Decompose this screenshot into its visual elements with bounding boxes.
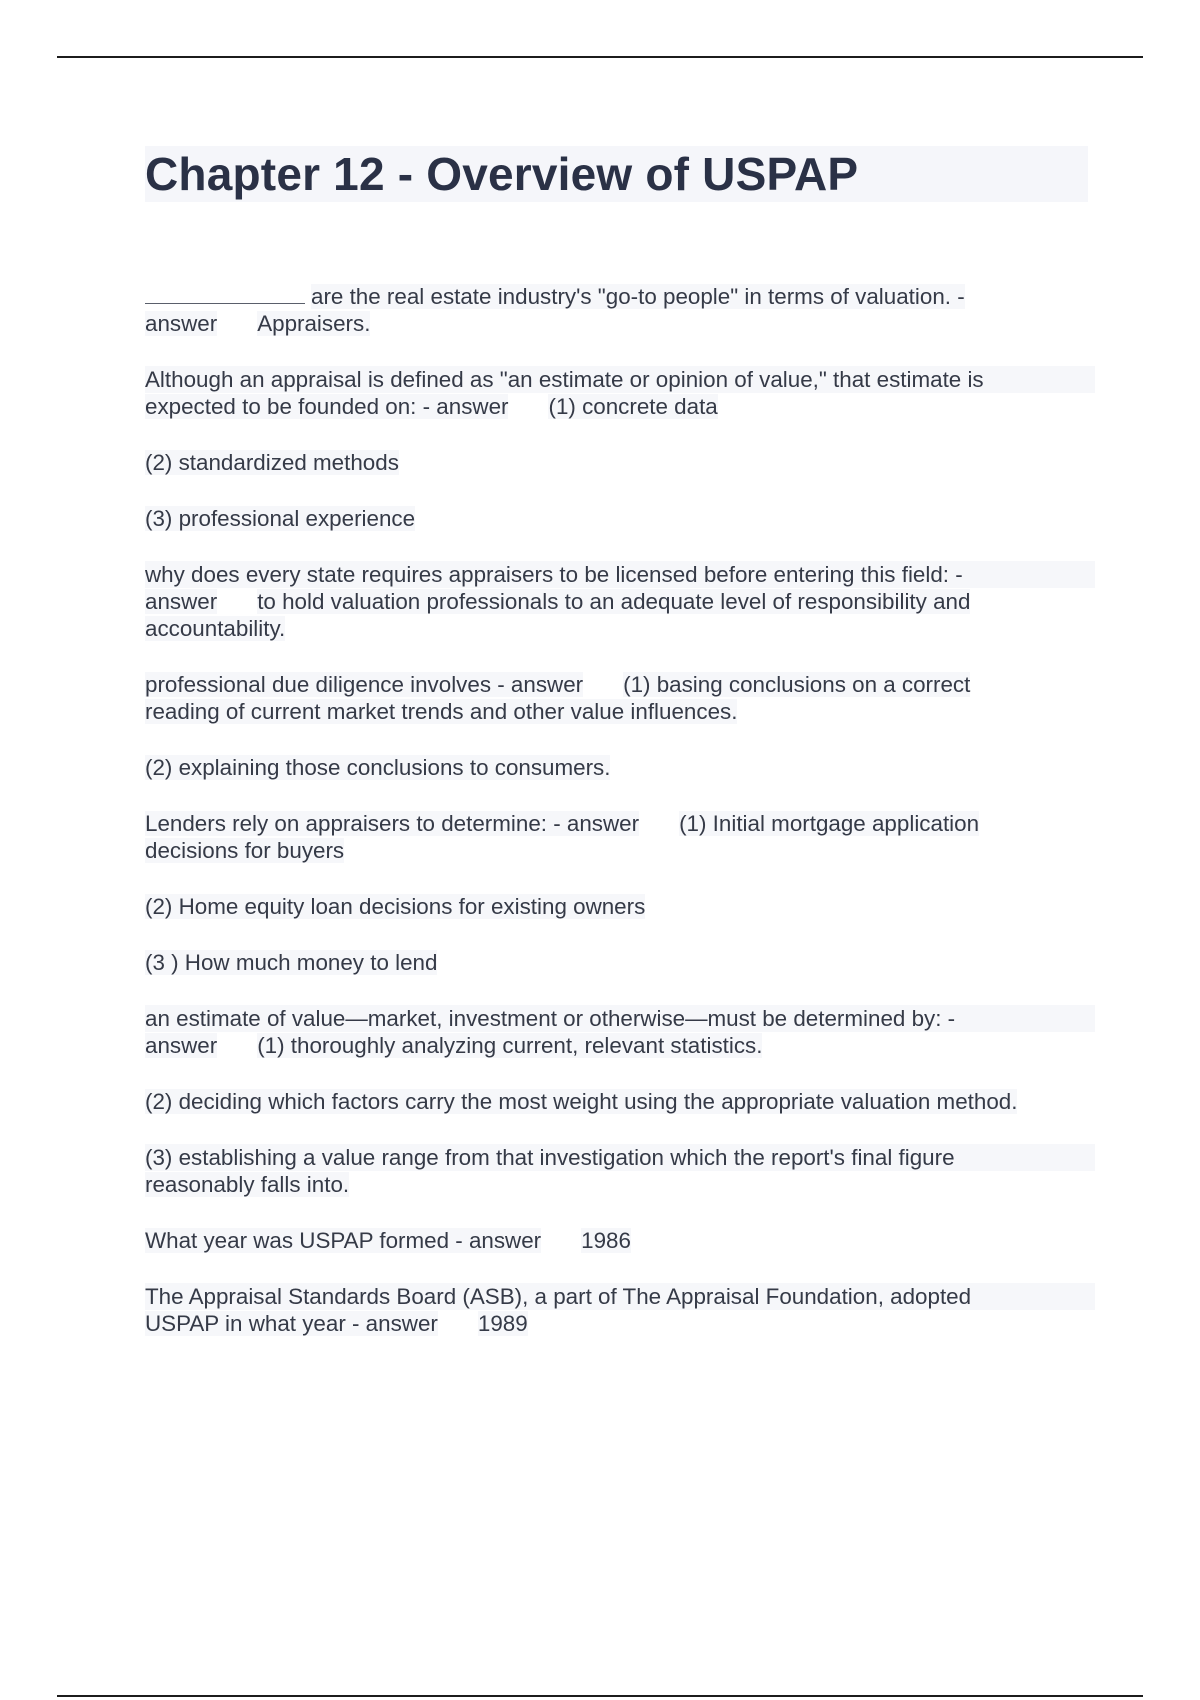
qa-item (145, 366, 1095, 420)
answer-text: reasonably falls into. (145, 1172, 350, 1197)
answer-text: (2) explaining those conclusions to consumers. (145, 755, 611, 780)
answer-text: reading of current market trends and other value influences. (145, 699, 738, 724)
answer-text: (1) basing conclusions on a correct (623, 672, 971, 697)
answer-text: (1) concrete data (548, 394, 718, 419)
qa-line (145, 393, 1095, 420)
answer-label: answer (145, 311, 218, 336)
answer-label: answer (145, 1033, 218, 1058)
answer-text: 1989 (477, 1311, 528, 1336)
qa-line (145, 1171, 1095, 1198)
bottom-rule (57, 1695, 1143, 1697)
question-text: are the real estate industry's "go-to people" in terms of valuation. - (311, 284, 965, 309)
answer-item (145, 1088, 1095, 1115)
answer-text: decisions for buyers (145, 838, 345, 863)
answer-label: answer (145, 589, 218, 614)
answer-text: (3) establishing a value range from that investigation which the report's final figure (145, 1144, 1095, 1171)
qa-item (145, 671, 1095, 725)
page-title: Chapter 12 - Overview of USPAP (145, 148, 859, 200)
question-text: an estimate of value—market, investment or otherwise—must be determined by: - (145, 1005, 1095, 1032)
answer-item (145, 505, 1095, 532)
qa-item (145, 1227, 1095, 1254)
title-block (145, 146, 1088, 202)
answer-text: (3) professional experience (145, 506, 416, 531)
answer-text: (3 ) How much money to lend (145, 950, 438, 975)
answer-text: (2) standardized methods (145, 450, 399, 475)
answer-item (145, 949, 1095, 976)
answer-text: to hold valuation professionals to an adequate level of responsibility and (257, 589, 971, 614)
question-text: Although an appraisal is defined as "an estimate or opinion of value," that estimate is (145, 366, 1095, 393)
question-text: Lenders rely on appraisers to determine: - answer (145, 811, 640, 836)
answer-text: accountability. (145, 616, 286, 641)
qa-item (145, 1005, 1095, 1059)
qa-item (145, 283, 1095, 337)
answer-item (145, 1144, 1095, 1198)
qa-line (145, 671, 1095, 698)
answer-text: Appraisers. (257, 311, 371, 336)
qa-line (145, 588, 1095, 615)
answer-item (145, 449, 1095, 476)
answer-text: 1986 (581, 1228, 631, 1253)
answer-item (145, 893, 1095, 920)
qa-line (145, 810, 1095, 837)
qa-item (145, 1283, 1095, 1337)
qa-item (145, 561, 1095, 642)
answer-text: (1) thoroughly analyzing current, relevant statistics. (257, 1033, 763, 1058)
qa-line (145, 615, 1095, 642)
question-text: professional due diligence involves - answer (145, 672, 584, 697)
question-text: The Appraisal Standards Board (ASB), a part of The Appraisal Foundation, adopted (145, 1283, 1095, 1310)
qa-line (145, 837, 1095, 864)
fill-in-blank (145, 285, 305, 304)
qa-item (145, 810, 1095, 864)
qa-line (145, 698, 1095, 725)
answer-text: (1) Initial mortgage application (679, 811, 980, 836)
question-text: why does every state requires appraisers to be licensed before entering this field: - (145, 561, 1095, 588)
answer-text: (2) deciding which factors carry the most weight using the appropriate valuation method. (145, 1089, 1018, 1114)
qa-line (145, 310, 1095, 337)
question-text: expected to be founded on: - answer (145, 394, 509, 419)
document-body (145, 283, 1095, 1366)
answer-text: (2) Home equity loan decisions for existing owners (145, 894, 646, 919)
question-text: USPAP in what year - answer (145, 1311, 438, 1336)
top-rule (57, 56, 1143, 58)
answer-item (145, 754, 1095, 781)
qa-line (145, 1032, 1095, 1059)
qa-line (145, 1310, 1095, 1337)
question-text: What year was USPAP formed - answer (145, 1228, 542, 1253)
